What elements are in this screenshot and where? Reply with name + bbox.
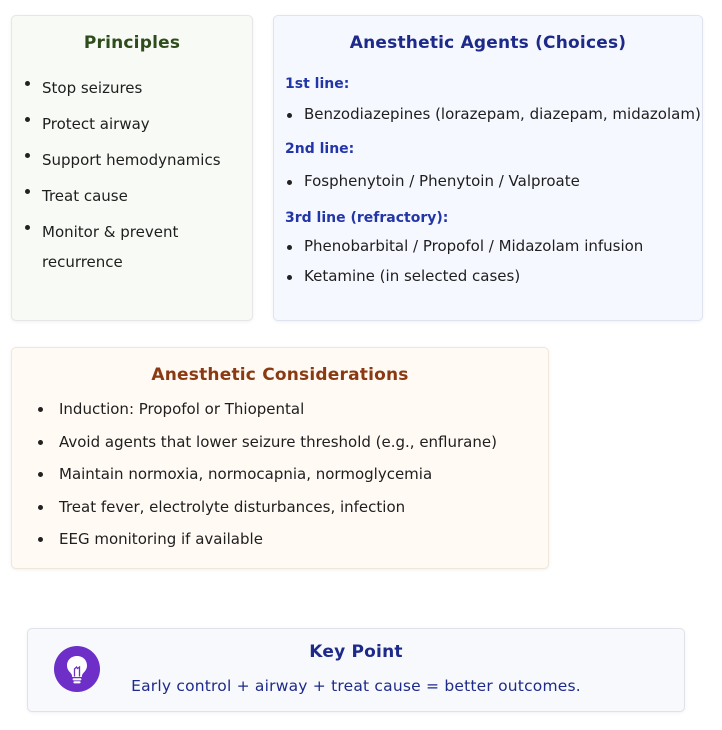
key-point-title: Key Point [309,642,403,662]
principles-list [12,73,252,277]
principle-item: Stop seizures [12,73,252,103]
anesthetic-considerations-card [11,347,549,569]
agent-item: Fosphenytoin / Phenytoin / Valproate [274,172,702,190]
third-line-list [274,237,702,285]
consideration-item: Treat fever, electrolyte disturbances, infection [12,495,548,519]
agent-item: Ketamine (in selected cases) [274,267,702,285]
principles-card [11,15,253,321]
consideration-item: EEG monitoring if available [12,527,548,551]
principle-item: Protect airway [12,109,252,139]
first-line-heading: 1st line: [285,76,350,92]
consideration-item: Induction: Propofol or Thiopental [12,397,548,421]
anesthetic-agents-card [273,15,703,321]
principle-item: Monitor & prevent recurrence [12,217,252,277]
consideration-item: Avoid agents that lower seizure threshold (e.g., enflurane) [12,430,548,454]
third-line-heading: 3rd line (refractory): [285,210,449,226]
agent-item: Phenobarbital / Propofol / Midazolam infusion [274,237,702,255]
key-point-card [27,628,685,712]
principles-title: Principles [83,33,181,53]
consideration-item: Maintain normoxia, normocapnia, normoglycemia [12,462,548,486]
considerations-list [12,397,548,551]
first-line-list [274,105,702,123]
considerations-title: Anesthetic Considerations [151,365,409,385]
principle-item: Treat cause [12,181,252,211]
second-line-list [274,172,702,190]
agent-item: Benzodiazepines (lorazepam, diazepam, midazolam) [274,105,702,123]
second-line-heading: 2nd line: [285,141,355,157]
principle-item: Support hemodynamics [12,145,252,175]
agents-title: Anesthetic Agents (Choices) [349,33,627,53]
key-point-text: Early control + airway + treat cause = better outcomes. [131,677,581,695]
